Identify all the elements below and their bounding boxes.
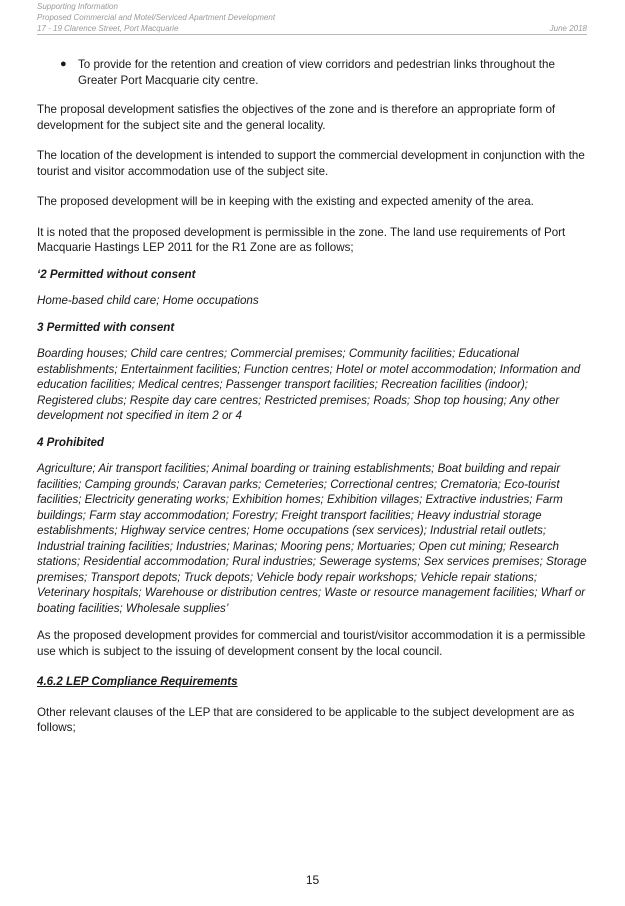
paragraph-permissible-use: As the proposed development provides for commercial and tourist/visitor accommodation it is a permissible use which is subject to the issuing of development consent by the local council. [37,629,586,658]
paragraph-zone-objectives: The proposal development satisfies the objectives of the zone and is therefore an appropriate form of development for the subject site and the general locality. [37,103,556,132]
header-address: 17 - 19 Clarence Street, Port Macquarie [37,24,179,33]
bullet-text: To provide for the retention and creation of view corridors and pedestrian links throughout the Greater Port Macquarie city centre. [78,58,555,87]
paragraph-other-clauses: Other relevant clauses of the LEP that are considered to be applicable to the subject development are as follows; [37,705,575,734]
bullet-list-item [37,57,587,88]
header-subtitle: Proposed Commercial and Motel/Serviced Apartment Development [37,13,276,22]
text-permitted-with-consent: Boarding houses; Child care centres; Commercial premises; Community facilities; Educational establishments; Entertainment facilities; Function centres; Hotel or motel accommodation; Information and education facilities; Medical centres; Passenger transport facilities; Recreation facilities (indoor); Registered clubs; Respite day care centres; Restricted premises; Roads; Shop top housing; Any other development not specified in item 2 or 4 [37,347,581,422]
paragraph-amenity: The proposed development will be in keeping with the existing and expected amenity of the area. [37,195,534,208]
header-title: Supporting Information [37,2,118,11]
text-prohibited: Agriculture; Air transport facilities; Animal boarding or training establishments; Boat building and repair facilities; Camping grounds; Caravan parks; Cemeteries; Correctional centres; Crematoria; Eco-tourist facilities; Electricity generating works; Exhibition homes; Exhibition villages; Extractive industries; Farm buildings; Farm stay accommodation; Forestry; Freight transport facilities; Heavy industrial storage establishments; Highway service centres; Home occupations (sex services); Industrial retail outlets; Industrial training facilities; Industries; Marinas; Mooring pens; Mortuaries; Open cut mining; Research stations; Residential accommodation; Rural industries; Sewerage systems; Sex services premises; Storage premises; Transport depots; Truck depots; Vehicle body repair workshops; Vehicle repair stations; Veterinary hospitals; Warehouse or distribution centres; Waste or resource management facilities; Wharf or boating facilities; Wholesale supplies’ [37,462,587,615]
section-heading: 4.6.2 LEP Compliance Requirements [37,675,238,688]
text-permitted-without-consent: Home-based child care; Home occupations [37,294,259,307]
heading-permitted-with-consent: 3 Permitted with consent [37,320,175,334]
bullet-icon: ● [60,58,67,70]
header-date: June 2018 [549,24,587,33]
page-number: 15 [305,873,320,887]
page-header [37,1,587,34]
heading-permitted-without-consent: ‘2 Permitted without consent [37,267,196,281]
header-address-row [37,23,587,34]
paragraph-land-use: It is noted that the proposed development is permissible in the zone. The land use requirements of Port Macquarie Hastings LEP 2011 for the R1 Zone are as follows; [37,225,566,254]
heading-prohibited: 4 Prohibited [37,435,104,449]
page-content [37,57,587,751]
header-divider [37,34,587,35]
paragraph-location: The location of the development is intended to support the commercial development in conjunction with the tourist and visitor accommodation use of the subject site. [37,149,585,178]
